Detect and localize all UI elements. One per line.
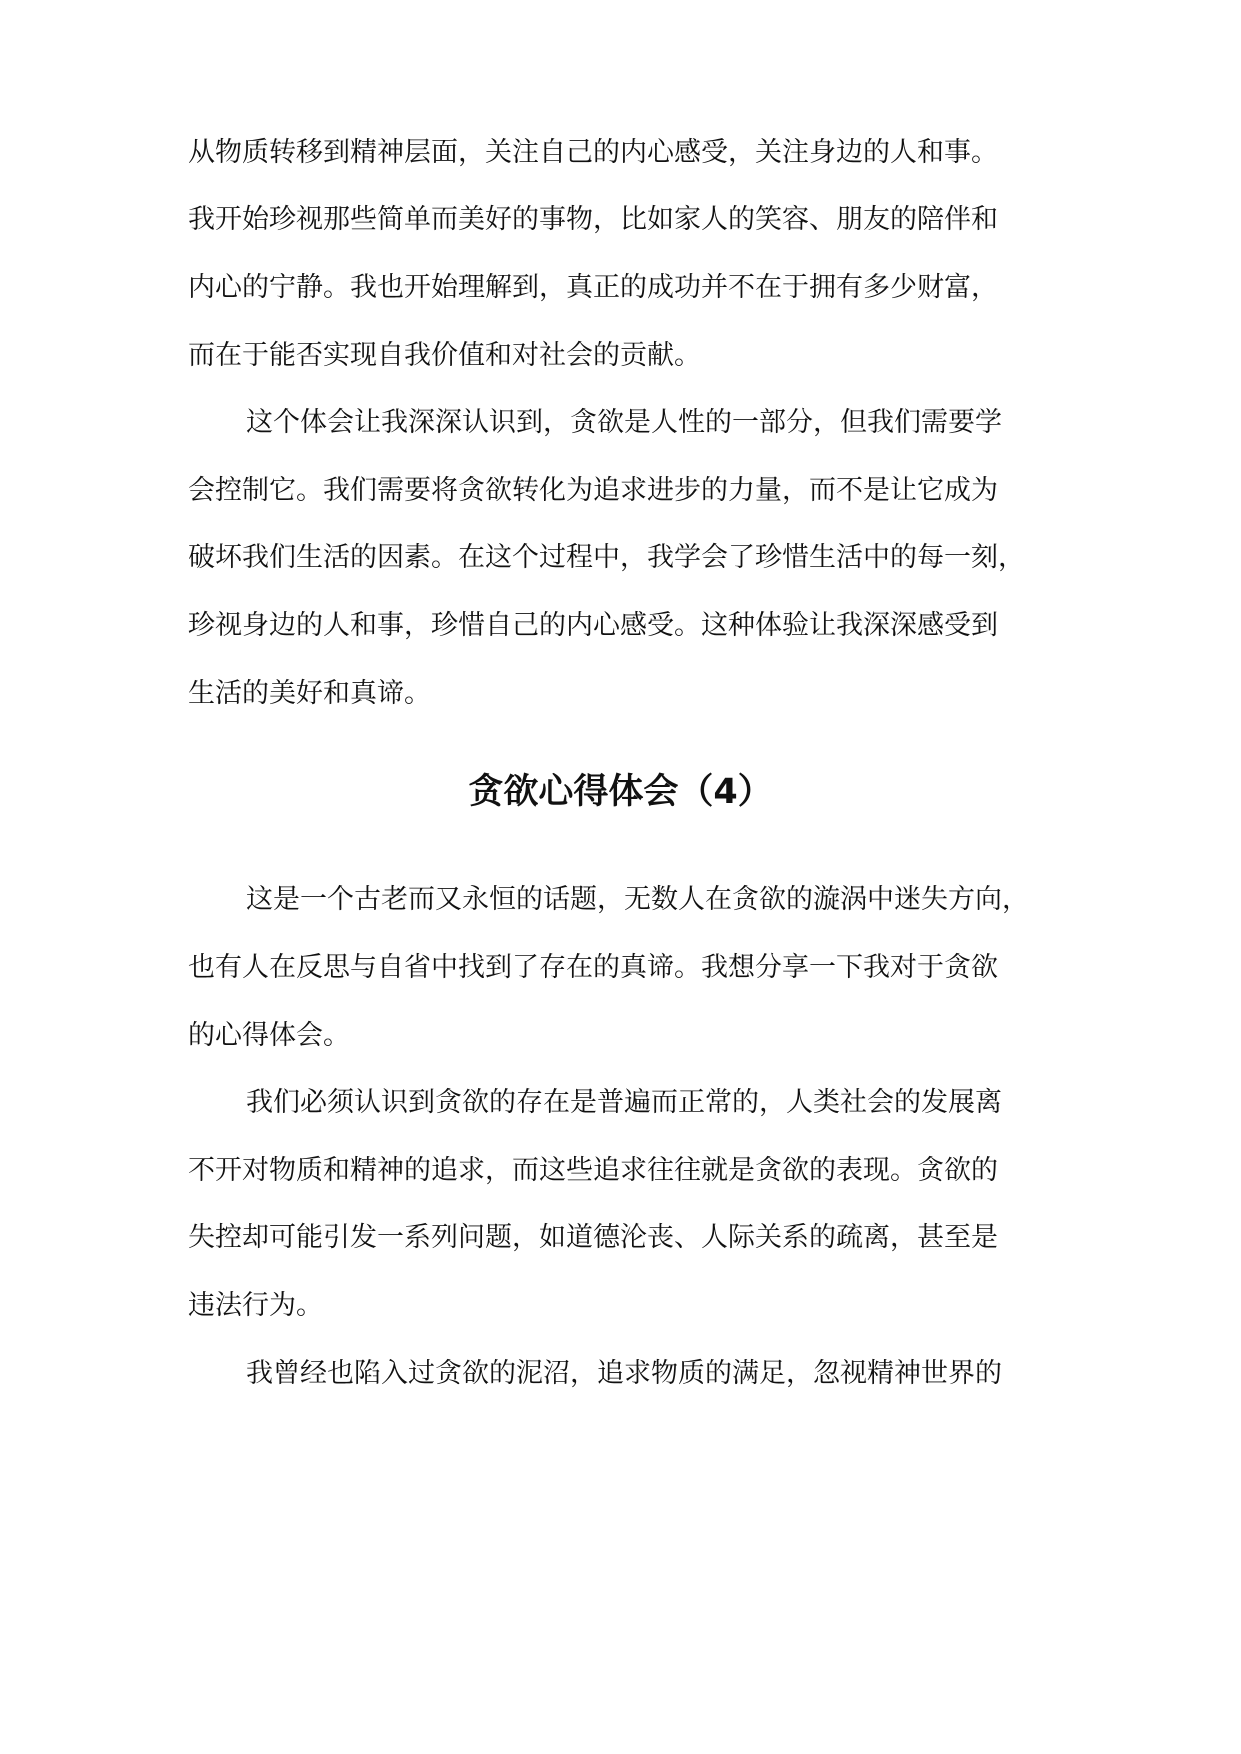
paragraph-line: 不开对物质和精神的追求，而这些追求往往就是贪欲的表现。贪欲的 [188, 1155, 998, 1186]
paragraph-line: 的心得体会。 [188, 1020, 350, 1051]
paragraph-line: 会控制它。我们需要将贪欲转化为追求进步的力量，而不是让它成为 [188, 475, 998, 506]
paragraph-line: 这个体会让我深深认识到，贪欲是人性的一部分，但我们需要学 [246, 407, 1002, 438]
paragraph-line: 生活的美好和真谛。 [188, 678, 431, 709]
paragraph-line: 也有人在反思与自省中找到了存在的真谛。我想分享一下我对于贪欲 [188, 952, 998, 983]
paragraph-line: 而在于能否实现自我价值和对社会的贡献。 [188, 340, 701, 371]
paragraph-line: 从物质转移到精神层面，关注自己的内心感受，关注身边的人和事。 [188, 137, 998, 168]
paragraph-line: 破坏我们生活的因素。在这个过程中，我学会了珍惜生活中的每一刻， [188, 542, 1025, 573]
paragraph-line: 珍视身边的人和事，珍惜自己的内心感受。这种体验让我深深感受到 [188, 610, 998, 641]
paragraph-line: 我们必须认识到贪欲的存在是普遍而正常的，人类社会的发展离 [246, 1087, 1002, 1118]
paragraph-line: 内心的宁静。我也开始理解到，真正的成功并不在于拥有多少财富， [188, 272, 998, 303]
paragraph-line: 我曾经也陷入过贪欲的泥沼，追求物质的满足，忽视精神世界的 [246, 1358, 1002, 1389]
paragraph-line: 失控却可能引发一系列问题，如道德沦丧、人际关系的疏离，甚至是 [188, 1222, 998, 1253]
section-title: 贪欲心得体会（4） [468, 772, 773, 812]
paragraph-line: 违法行为。 [188, 1290, 323, 1321]
paragraph-line: 这是一个古老而又永恒的话题，无数人在贪欲的漩涡中迷失方向， [246, 884, 1029, 915]
paragraph-line: 我开始珍视那些简单而美好的事物，比如家人的笑容、朋友的陪伴和 [188, 204, 998, 235]
